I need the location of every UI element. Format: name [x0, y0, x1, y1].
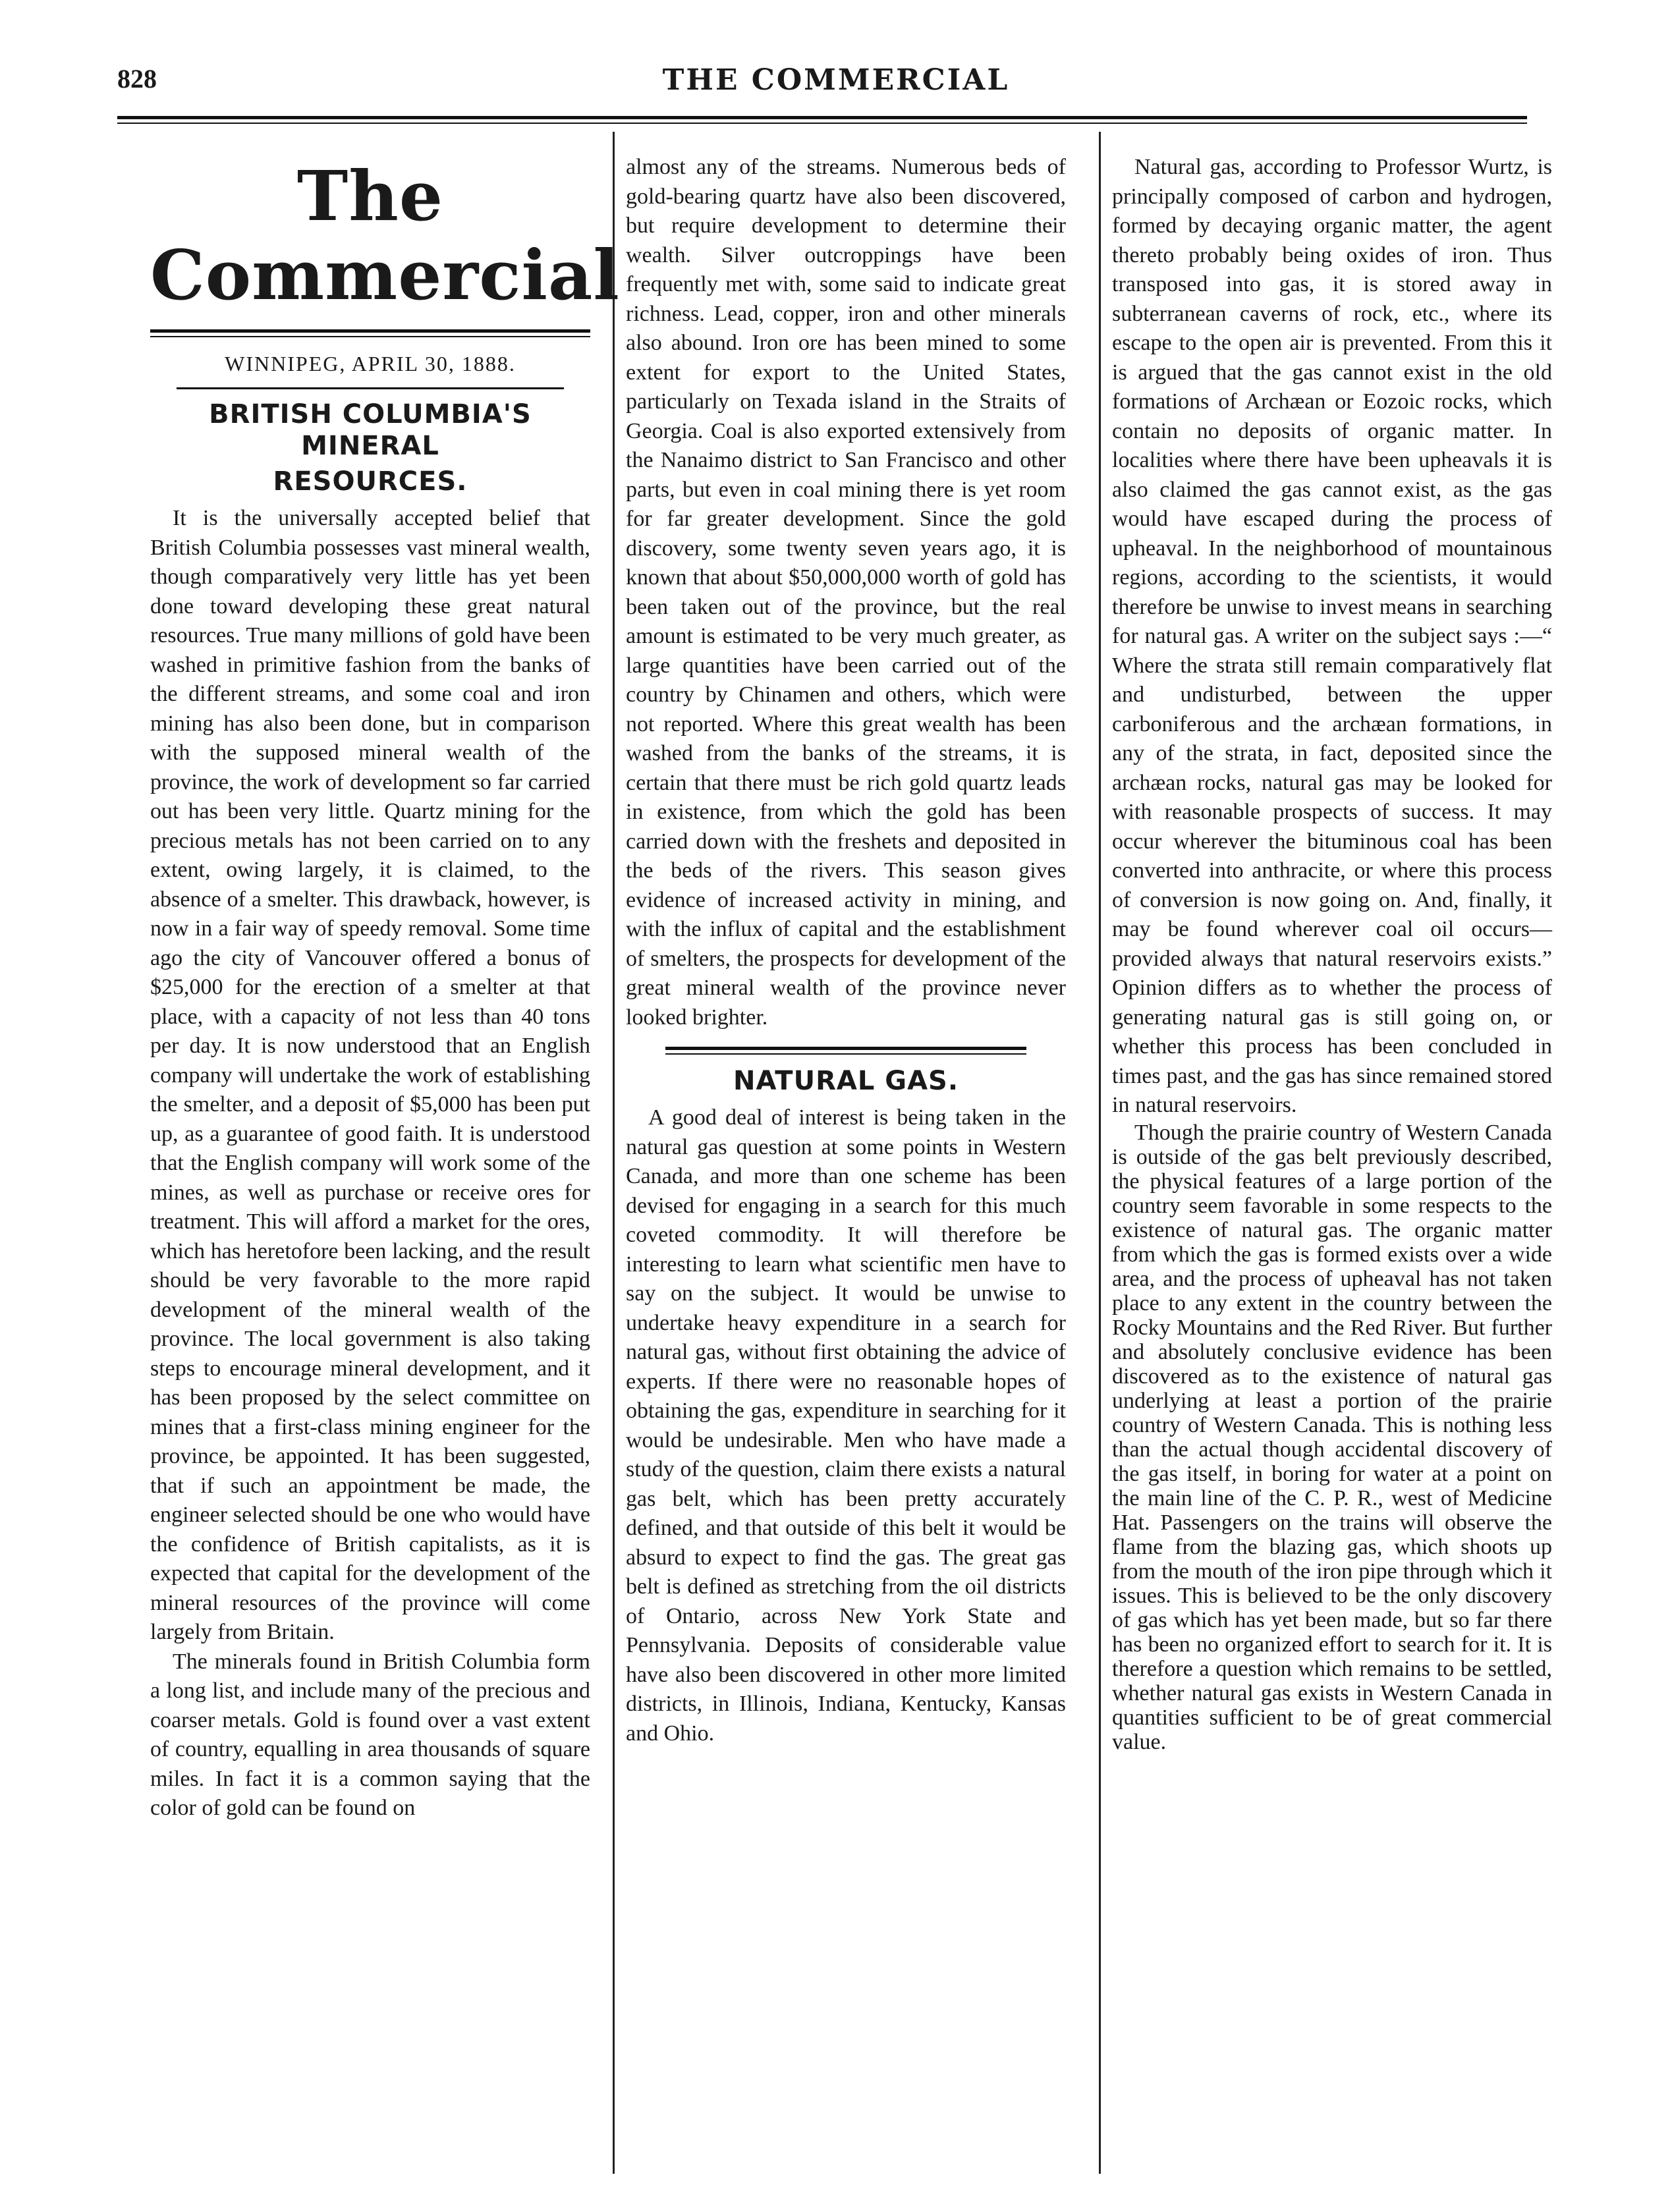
article-paragraph: A good deal of interest is being taken in the natural gas question at some points in Western Canada, and more than one scheme has been devised for engaging in a search for this much coveted commodity. It will therefore be interesting to learn what scientific men have to say on the subject. It would be unwise to undertake heavy expenditure in a search for natural gas, without first obtaining the advice of experts. If there were no reasonable hopes of obtaining the gas, expenditure in searching for it would be undesirable. Men who have made a study of the question, claim there exists a natural gas belt, which has been pretty accurately defined, and that outside of this belt it would be absurd to expect to find the gas. The great gas belt is defined as stretching from the oil districts of Ontario, across New York State and Pennsylvania. Deposits of considerable value have also been discovered in other more limited districts, in Illinois, Indiana, Kentucky, Kansas and Ohio.	[626, 1105, 1066, 1746]
column-2	[626, 153, 1066, 1748]
article-heading: NATURAL GAS.	[733, 1066, 959, 1096]
dateline: WINNIPEG, APRIL 30, 1888.	[225, 352, 516, 375]
running-head: THE COMMERCIAL	[662, 63, 1010, 97]
column-3	[1112, 153, 1552, 1754]
column-rule-2	[1099, 132, 1101, 2174]
masthead-rule	[150, 329, 590, 337]
dateline-rule	[177, 387, 564, 389]
masthead-title: The Commercial	[150, 155, 620, 316]
article-paragraph: almost any of the streams. Numerous beds of gold-bearing quartz have also been discovered, but require development to determine their wealth. Silver outcroppings have been frequently met with, some said to indicate great richness. Lead, copper, iron and other minerals also abound. Iron ore has been mined to some extent for export to the United States, particularly on Texada island in the Straits of Georgia. Coal is also exported extensively from the Nanaimo district to San Francisco and other parts, but even in coal mining there is yet room for far greater development. Since the gold discovery, some twenty seven years ago, it is known that about $50,000,000 worth of gold has been taken out of the province, but the real amount is estimated to be very much greater, as large quantities have been carried out of the country by Chinamen and others, which were not reported. Where this great wealth has been washed from the banks of the streams, it is certain that there must be rich gold quartz leads in existence, from which the gold has been carried down with the freshets and deposited in the beds of the rivers. This season gives evidence of increased activity in mining, and with the influx of capital and the establishment of smelters, the prospects for development of the great mineral wealth of the province never looked brighter.	[626, 155, 1066, 1030]
article-paragraph: Natural gas, according to Professor Wurtz, is principally composed of carbon and hydrogen, formed by decaying organic matter, the agent thereto probably being oxides of iron. Thus transposed into gas, it is stored away in subterranean caverns of rock, etc., where its escape to the open air is prevented. From this it is argued that the gas cannot exist in the old formations of Archæan or Eozoic rocks, which contain no deposits of organic matter. In localities where there have been upheavals it is also claimed the gas cannot exist, as the gas would have escaped during the process of upheaval. In the neighborhood of mountainous regions, according to the scientists, it would therefore be unwise to invest means in searching for natural gas. A writer on the subject says :—“ Where the strata still remain comparatively flat and undisturbed, between the upper carboniferous and the archæan formations, in any of the strata, in fact, deposited since the archæan rocks, natural gas may be looked for with reasonable prospects of success. It may occur wherever the bituminous coal has been converted into anthracite, or where this process of conversion is now going on. And, finally, it may be found wherever coal oil occurs—provided always that natural reservoirs exists.” Opinion differs as to whether the process of generating natural gas is still going on, or whether this process has been concluded in times past, and the gas has since remained stored in natural reservoirs.	[1112, 155, 1552, 1117]
page-number: 828	[117, 64, 157, 94]
section-rule	[665, 1047, 1026, 1055]
article-heading-continued: RESOURCES.	[273, 466, 468, 497]
article-paragraph: The minerals found in British Columbia form a long list, and include many of the precious and coarser metals. Gold is found over a vast extent of country, equalling in area thousands of square miles. In fact it is a common saying that the color of gold can be found on	[150, 1649, 590, 1820]
header-rule	[117, 116, 1527, 124]
article-heading: BRITISH COLUMBIA'S MINERAL	[209, 399, 532, 461]
column-rule-1	[613, 132, 615, 2174]
article-paragraph: It is the universally accepted belief that British Columbia possesses vast mineral wealth, though comparatively very little has yet been done toward developing these great natural resources. True many millions of gold have been washed in primitive fashion from the banks of the different streams, and some coal and iron mining has also been done, but in comparison with the supposed mineral wealth of the province, the work of development so far carried out has been very little. Quartz mining for the precious metals has not been carried on to any extent, owing largely, it is claimed, to the absence of a smelter. This drawback, however, is now in a fair way of speedy removal. Some time ago the city of Vancouver offered a bonus of $25,000 for the erection of a smelter at that place, with a capacity of not less than 40 tons per day. It is now understood that an English company will undertake the work of establishing the smelter, and a deposit of $5,000 has been put up, as a guarantee of good faith. It is understood that the English company will work some of the mines, as well as purchase or receive ores for treatment. This will afford a market for the ores, which has heretofore been lacking, and the result should be very favorable to the more rapid development of the mineral wealth of the province. The local government is also taking steps to encourage mineral development, and it has been proposed by the select committee on mines that a first-class mining engineer for the province, be appointed. It has been suggested, that if such an appointment be made, the engineer selected should be one who would have the confidence of British capitalists, as it is expected that capital for the development of the mineral resources of the province will come largely from Britain.	[150, 506, 590, 1644]
article-paragraph: Though the prairie country of Western Canada is outside of the gas belt previously described, the physical features of a large portion of the country seem favorable in some respects to the existence of natural gas. The organic matter from which the gas is formed exists over a wide area, and the process of upheaval has not taken place to any extent in the country between the Rocky Mountains and the Red River. But further and absolutely conclusive evidence has been discovered as to the existence of natural gas underlying at least a portion of the prairie country of Western Canada. This is nothing less than the actual though accidental discovery of the gas itself, in boring for water at a point on the main line of the C. P. R., west of Medicine Hat. Passengers on the trains will observe the flame from the blazing gas, which shoots up from the mouth of the iron pipe through which it issues. This is believed to be the only discovery of gas which has yet been made, but so far there has been no organized effort to search for it. It is therefore a question which remains to be settled, whether natural gas exists in Western Canada in quantities sufficient to be of great commercial value.	[1112, 1120, 1552, 1754]
column-1	[150, 153, 620, 1823]
